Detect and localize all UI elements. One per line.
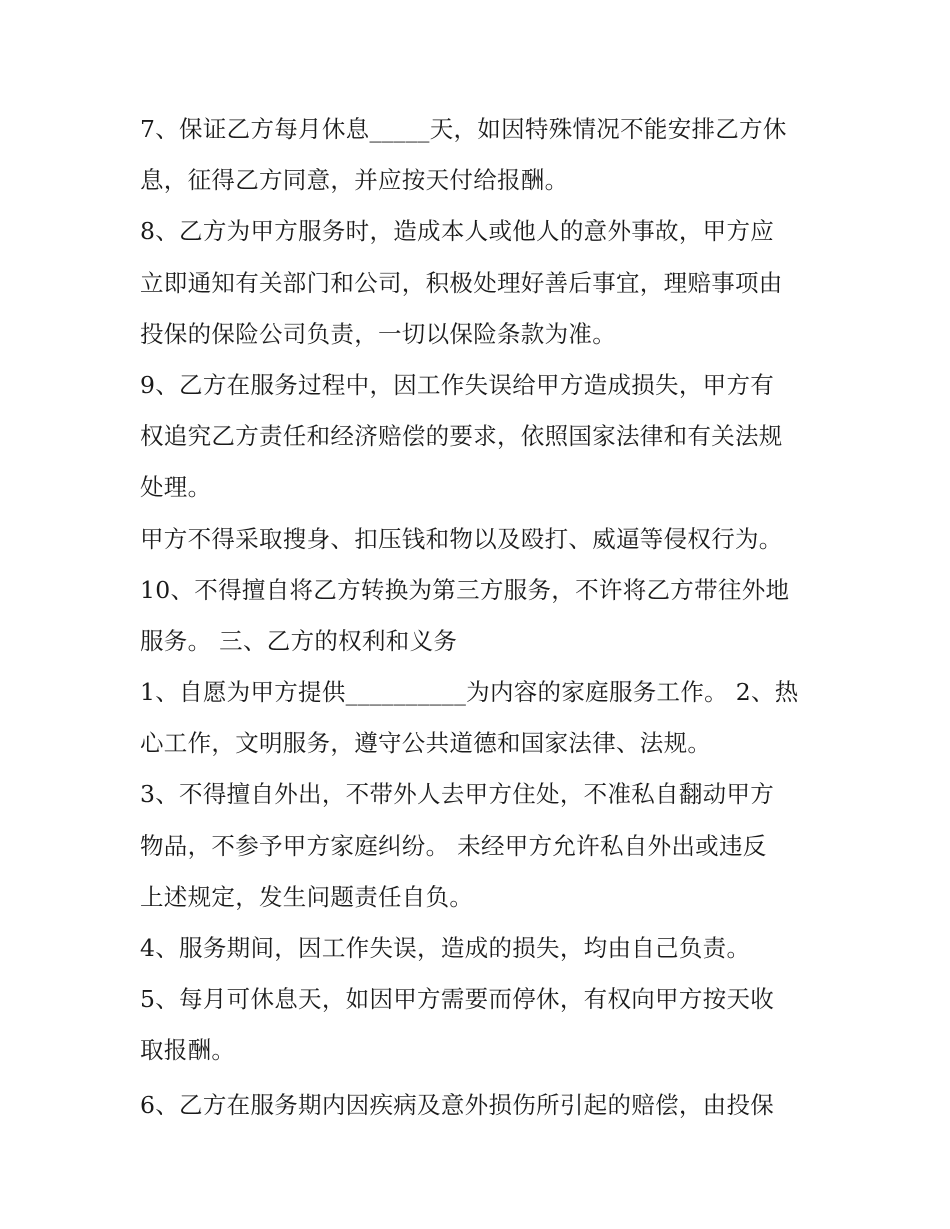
clause-7-line-1: 7、保证乙方每月休息_____天，如因特殊情况不能安排乙方休	[140, 115, 787, 143]
party-b-clause-1-line: 1、自愿为甲方提供__________为内容的家庭服务工作。 2、热	[140, 678, 799, 707]
prohibition-line: 甲方不得采取搜身、扣压钱和物以及殴打、威逼等侵权行为。	[140, 524, 783, 553]
clause-10-line-2: 服务。 三、乙方的权利和义务	[140, 626, 458, 655]
party-b-clause-5-line-1: 5、每月可休息天，如因甲方需要而停休，有权向甲方按天收	[140, 985, 775, 1014]
party-b-clause-3-line-3: 上述规定，发生问题责任自负。	[140, 882, 474, 911]
clause-8-line-2: 立即通知有关部门和公司，积极处理好善后事宜，理赔事项由	[140, 268, 783, 297]
party-b-clause-4-line: 4、服务期间，因工作失误，造成的损失，均由自己负责。	[140, 934, 751, 962]
document-page	[140, 104, 820, 1131]
party-b-clause-5-line-2: 取报酬。	[140, 1036, 236, 1065]
clause-8-line-1: 8、乙方为甲方服务时，造成本人或他人的意外事故，甲方应	[140, 217, 775, 246]
clause-9-line-2: 权追究乙方责任和经济赔偿的要求，依照国家法律和有关法规	[140, 422, 783, 451]
clause-7-line-2: 息，征得乙方同意，并应按天付给报酬。	[140, 166, 569, 195]
party-b-clause-3-line-2: 物品，不参予甲方家庭纠纷。 未经甲方允许私自外出或违反	[140, 831, 767, 860]
clause-8-line-3: 投保的保险公司负责，一切以保险条款为准。	[140, 319, 616, 348]
party-b-clause-2-line: 心工作，文明服务，遵守公共道德和国家法律、法规。	[140, 729, 712, 758]
clause-9-line-1: 9、乙方在服务过程中，因工作失误给甲方造成损失，甲方有	[140, 370, 775, 399]
clause-9-line-3: 处理。	[140, 473, 212, 502]
party-b-clause-6-line-1: 6、乙方在服务期内因疾病及意外损伤所引起的赔偿，由投保	[140, 1090, 775, 1119]
party-b-clause-3-line-1: 3、不得擅自外出，不带外人去甲方住处，不准私自翻动甲方	[140, 780, 775, 809]
clause-10-line-1: 10、不得擅自将乙方转换为第三方服务，不许将乙方带往外地	[140, 575, 790, 604]
